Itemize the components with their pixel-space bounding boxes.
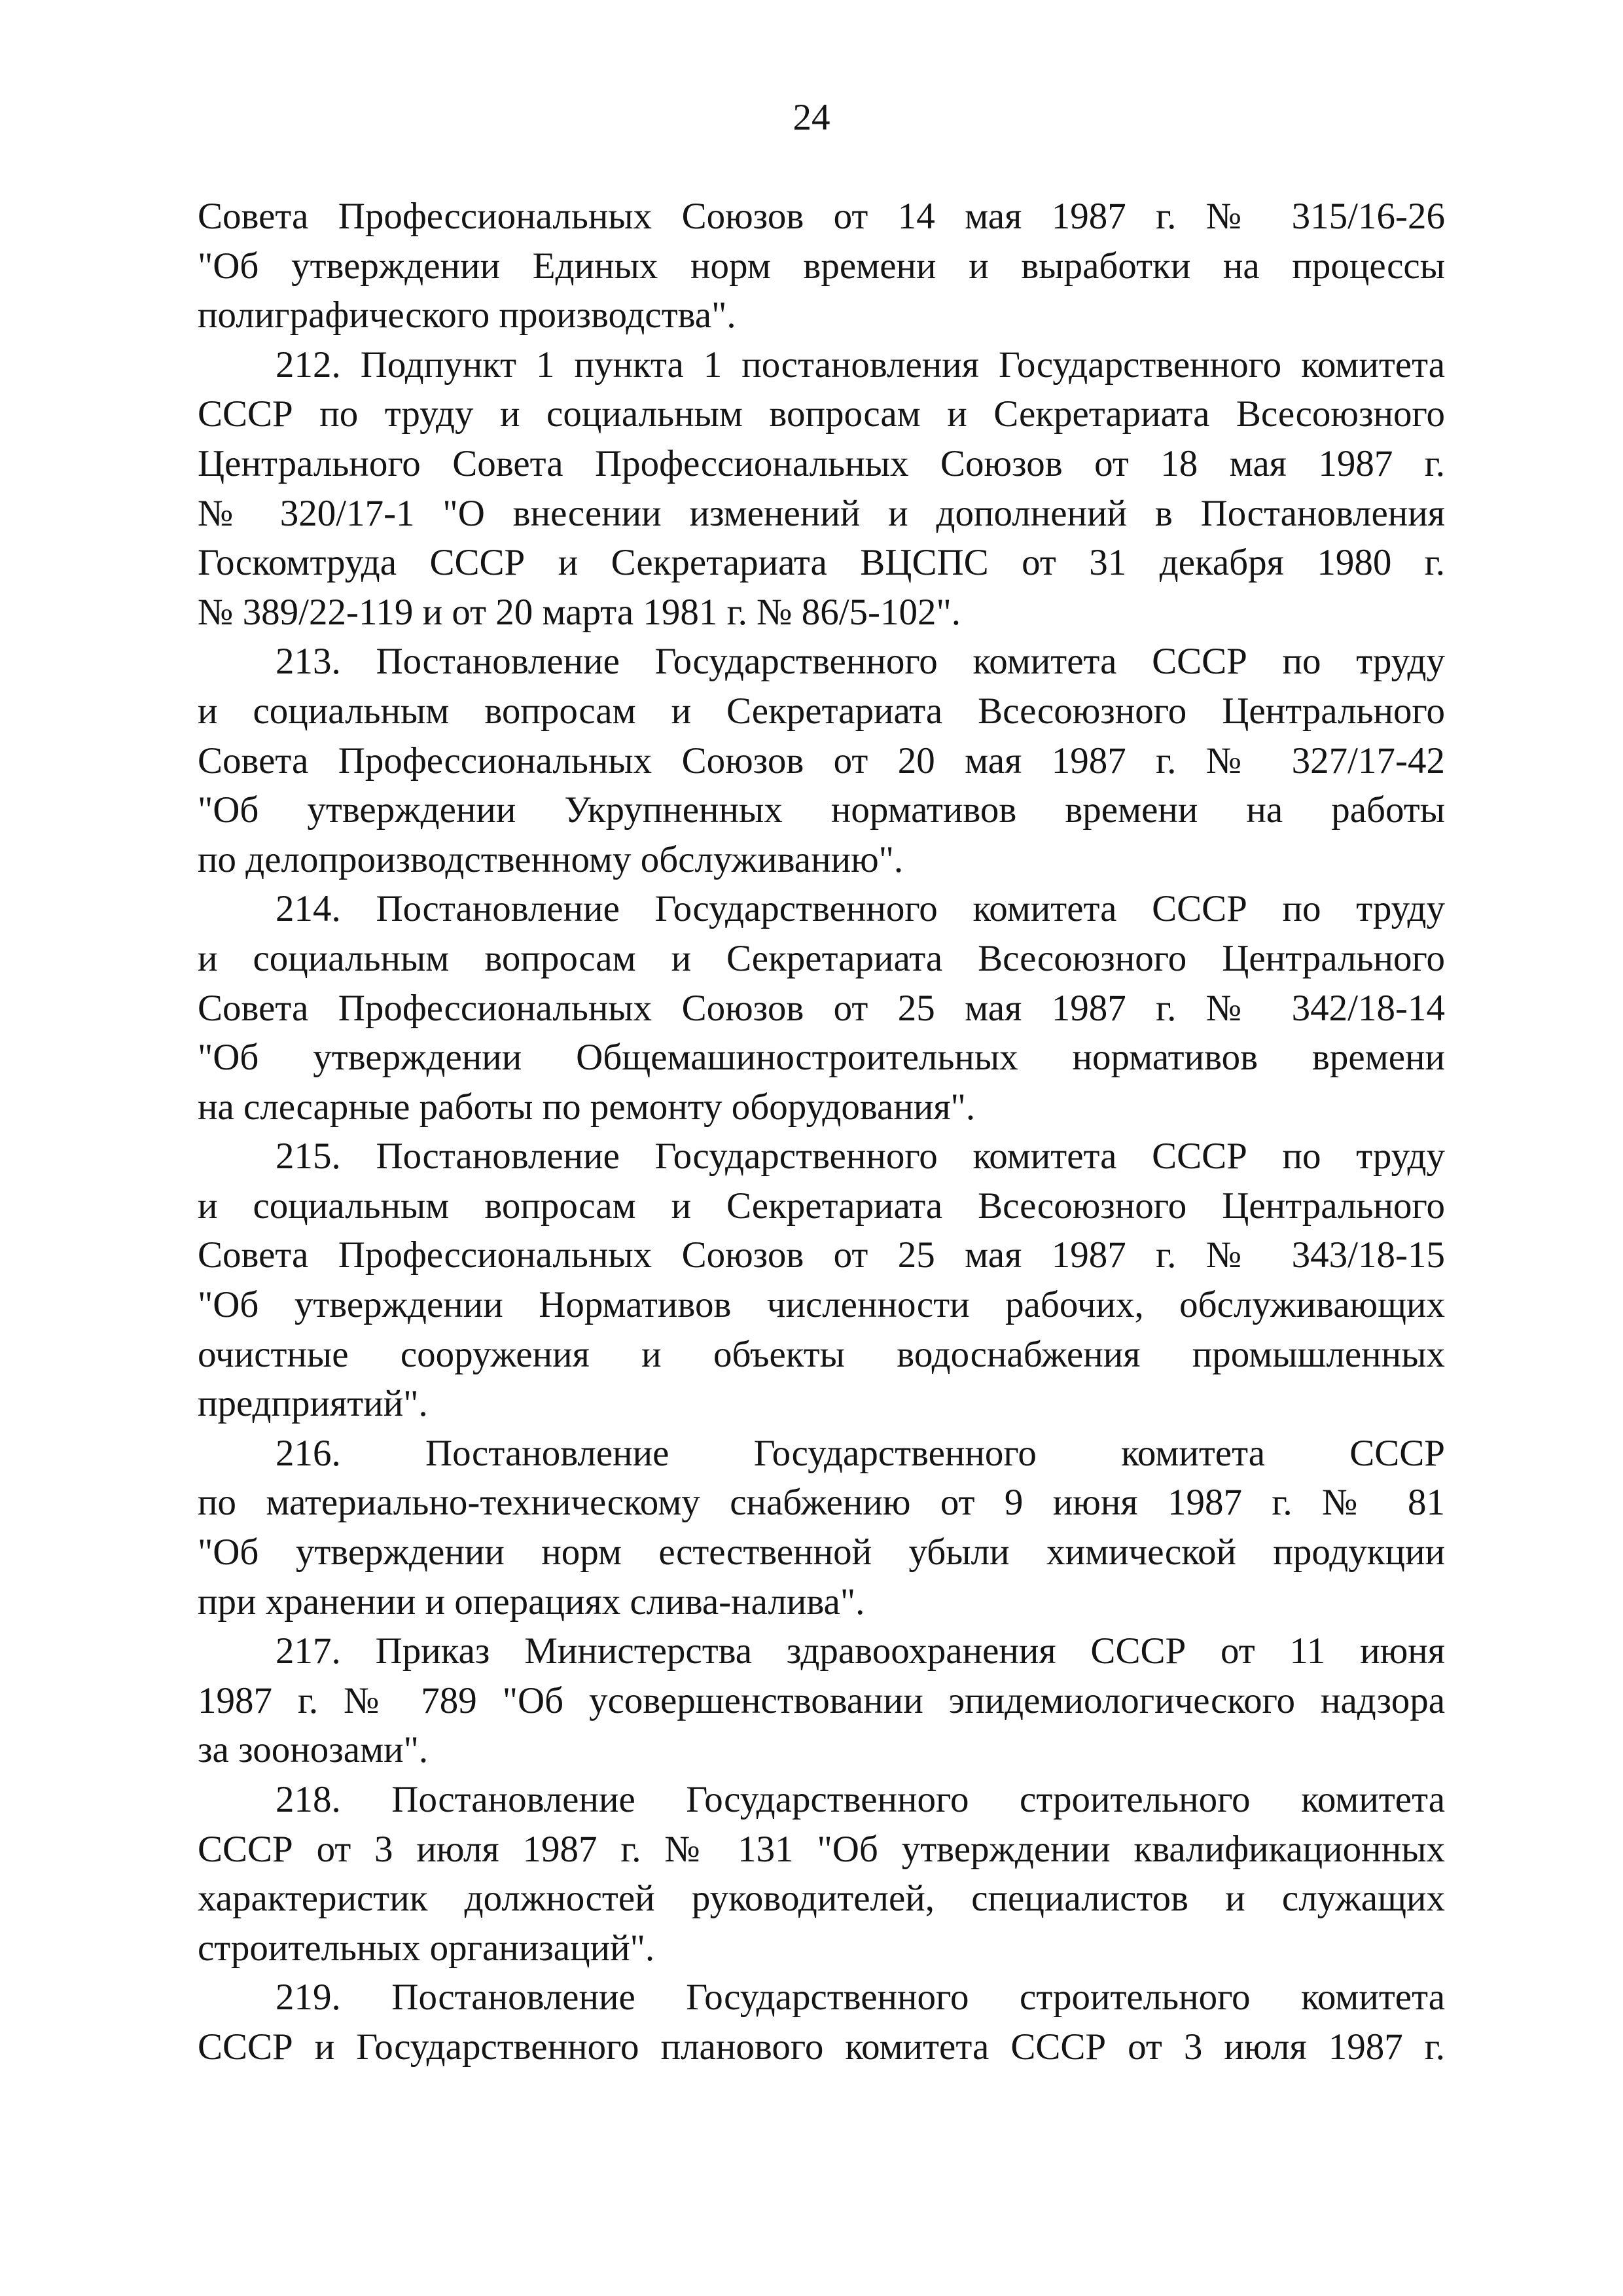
paragraph-continuation	[198, 192, 1445, 340]
paragraph-item-216	[198, 1429, 1445, 1626]
text-line: при хранении и операциях слива-налива".	[198, 1581, 865, 1623]
paragraph-item-213	[198, 637, 1445, 884]
text-line: за зоонозами".	[198, 1729, 429, 1771]
text-line: строительных организаций".	[198, 1927, 655, 1969]
text-line: 218. Постановление Государственного строительного комитета	[276, 1779, 1445, 1820]
text-line: № 320/17-1 "О внесении изменений и дополнений в Постановления	[198, 492, 1445, 534]
text-line: и социальным вопросам и Секретариата Всесоюзного Центрального	[198, 1185, 1445, 1227]
text-line: полиграфического производства".	[198, 295, 736, 336]
text-line: 217. Приказ Министерства здравоохранения СССР от 11 июня	[276, 1630, 1445, 1672]
paragraph-item-215	[198, 1132, 1445, 1429]
text-line: СССР от 3 июля 1987 г. № 131 "Об утверждении квалификационных	[198, 1828, 1445, 1870]
text-line: 214. Постановление Государственного комитета СССР по труду	[276, 888, 1445, 930]
text-line: на слесарные работы по ремонту оборудования".	[198, 1086, 976, 1128]
text-line: 1987 г. № 789 "Об усовершенствовании эпидемиологического надзора	[198, 1679, 1445, 1721]
text-line: и социальным вопросам и Секретариата Всесоюзного Центрального	[198, 937, 1445, 979]
text-line: характеристик должностей руководителей, специалистов и служащих	[198, 1878, 1445, 1920]
text-line: "Об утверждении Укрупненных нормативов времени на работы	[198, 789, 1445, 831]
paragraph-item-212	[198, 340, 1445, 637]
text-line: по делопроизводственному обслуживанию".	[198, 838, 904, 880]
text-line: СССР и Государственного планового комитета СССР от 3 июля 1987 г.	[198, 2026, 1445, 2068]
text-line: очистные сооружения и объекты водоснабжения промышленных	[198, 1333, 1445, 1375]
paragraph-item-217	[198, 1626, 1445, 1775]
paragraph-item-218	[198, 1775, 1445, 1973]
text-line: "Об утверждении Общемашиностроительных нормативов времени	[198, 1037, 1445, 1079]
text-line: "Об утверждении Единых норм времени и выработки на процессы	[198, 245, 1445, 287]
text-line: 216. Постановление Государственного комитета СССР	[276, 1432, 1445, 1474]
text-line: 215. Постановление Государственного комитета СССР по труду	[276, 1136, 1445, 1177]
text-line: 212. Подпункт 1 пункта 1 постановления Государственного комитета	[276, 344, 1445, 386]
page-number: 24	[793, 97, 830, 138]
text-line: по материально-техническому снабжению от 9 июня 1987 г. № 81	[198, 1482, 1445, 1524]
text-line: "Об утверждении Нормативов численности рабочих, обслуживающих	[198, 1284, 1445, 1326]
text-line: 219. Постановление Государственного строительного комитета	[276, 1977, 1445, 2018]
document-body	[198, 192, 1445, 2072]
paragraph-item-219	[198, 1973, 1445, 2072]
text-line: "Об утверждении норм естественной убыли химической продукции	[198, 1532, 1445, 1573]
text-line: и социальным вопросам и Секретариата Всесоюзного Центрального	[198, 690, 1445, 732]
text-line: Совета Профессиональных Союзов от 14 мая 1987 г. № 315/16-26	[198, 196, 1445, 237]
text-line: Совета Профессиональных Союзов от 25 мая 1987 г. № 343/18-15	[198, 1234, 1445, 1276]
text-line: Центрального Совета Профессиональных Союзов от 18 мая 1987 г.	[198, 442, 1445, 484]
text-line: Госкомтруда СССР и Секретариата ВЦСПС от 31 декабря 1980 г.	[198, 542, 1445, 584]
text-line: предприятий".	[198, 1383, 428, 1425]
text-line: Совета Профессиональных Союзов от 20 мая 1987 г. № 327/17-42	[198, 740, 1445, 781]
text-line: 213. Постановление Государственного комитета СССР по труду	[276, 641, 1445, 683]
text-line: № 389/22-119 и от 20 марта 1981 г. № 86/5-102".	[198, 591, 961, 633]
text-line: СССР по труду и социальным вопросам и Секретариата Всесоюзного	[198, 393, 1445, 435]
text-line: Совета Профессиональных Союзов от 25 мая 1987 г. № 342/18-14	[198, 987, 1445, 1029]
paragraph-item-214	[198, 884, 1445, 1132]
